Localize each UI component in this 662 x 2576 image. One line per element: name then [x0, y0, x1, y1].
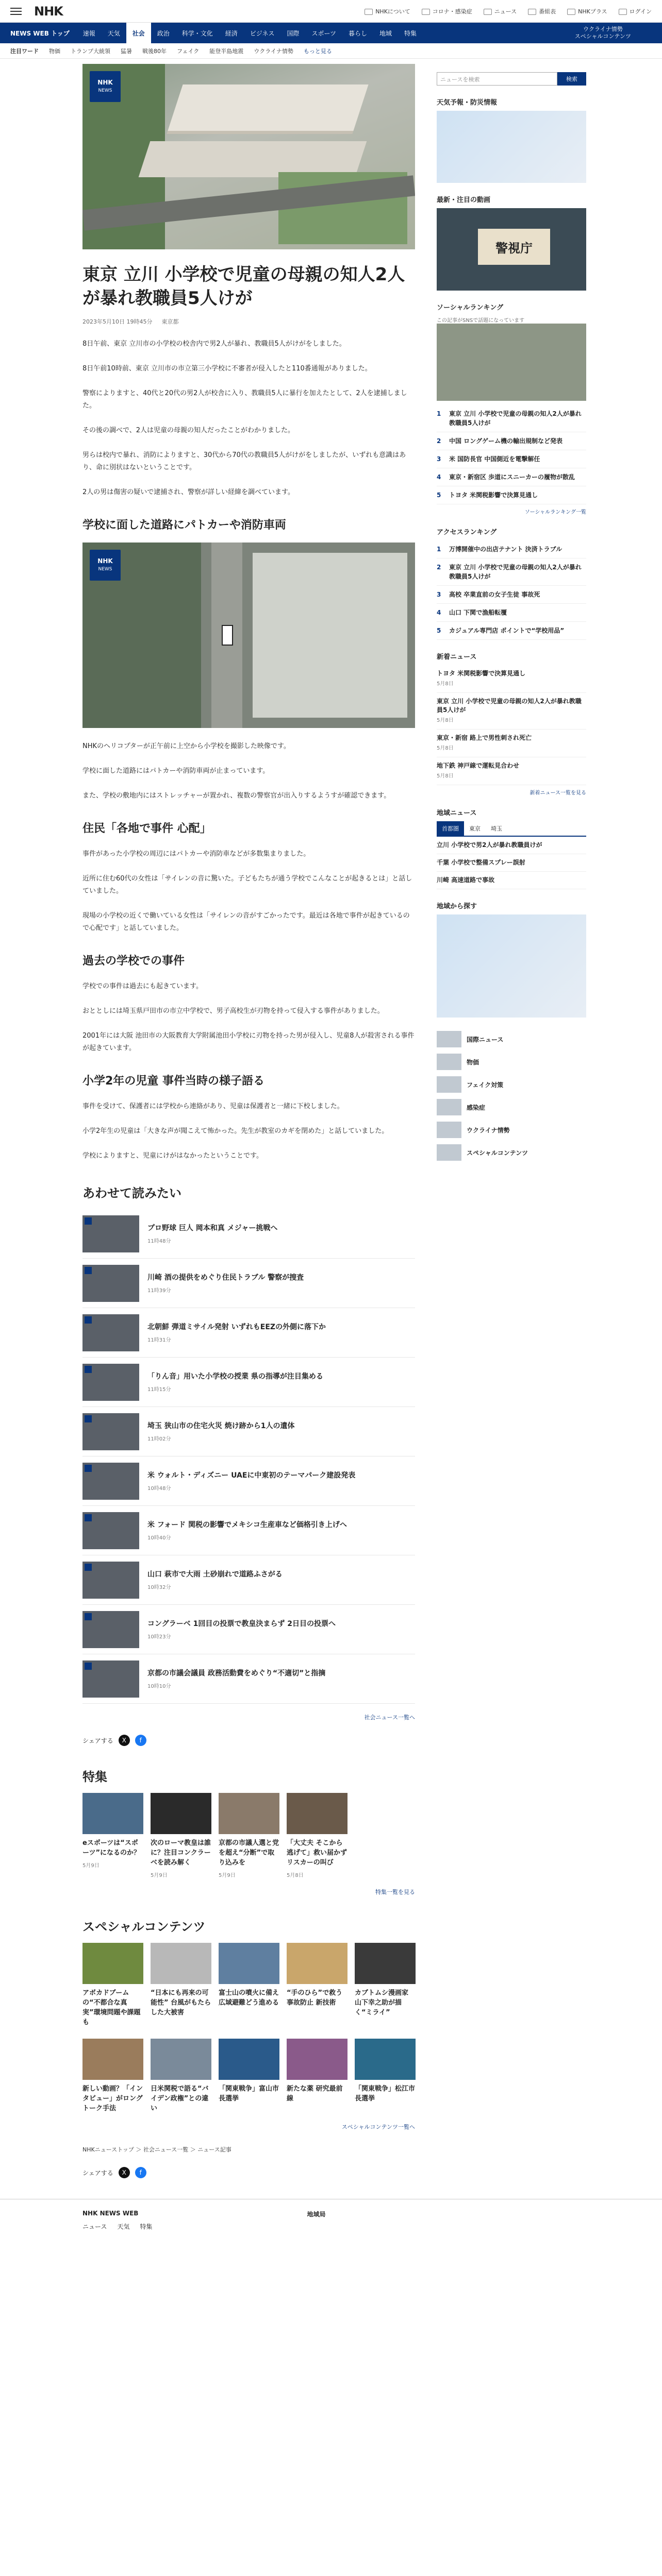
- article-paragraph: 2人の男は傷害の疑いで逮捕され、警察が詳しい経緯を調べています。: [82, 488, 295, 496]
- article-paragraph: 8日午前10時前、東京 立川市の市立第三小学校に不審者が侵入したと110番通報がありました。: [82, 365, 372, 372]
- ranking-item[interactable]: 1 東京 立川 小学校で児童の母親の知人2人が暴れ教職員5人けが: [437, 405, 586, 432]
- related-thumb: [82, 1463, 139, 1500]
- region-tabs: [437, 821, 586, 837]
- related-headline[interactable]: 「りん音」用いた小学校の授業 県の指導が注目集める: [147, 1372, 323, 1381]
- related-item[interactable]: [82, 1259, 415, 1308]
- related-date: 10時10分: [147, 1684, 171, 1689]
- article-paragraph: 警察によりますと、40代と20代の男2人が校舎に入り、教職員5人に暴行を加えたとして、2人を逮捕しました。: [82, 389, 407, 410]
- feature-card[interactable]: [151, 1793, 211, 1878]
- top-link[interactable]: NHKプラス: [567, 7, 607, 15]
- access-item[interactable]: 2 東京 立川 小学校で児童の母親の知人2人が暴れ教職員5人けが: [437, 558, 586, 586]
- featured-video[interactable]: [437, 208, 586, 291]
- region-map-title: 地域から探す: [437, 903, 477, 910]
- related-date: 10時32分: [147, 1585, 171, 1590]
- related-headline[interactable]: 京都の市議会議員 政務活動費をめぐり“不適切”と指摘: [147, 1669, 326, 1677]
- special-links: [437, 1028, 586, 1164]
- special-thumb: [287, 1943, 347, 1984]
- trending-word[interactable]: 物価: [49, 47, 60, 55]
- region-news-item[interactable]: 立川 小学校で男2人が暴れ教職員けが: [437, 837, 586, 854]
- top-link[interactable]: コロナ・感染症: [422, 7, 472, 15]
- nav-item[interactable]: 政治: [157, 29, 170, 37]
- section-heading: 学校に面した道路にパトカーや消防車両: [82, 519, 286, 532]
- special-link-thumb: [437, 1076, 461, 1093]
- special-card-title[interactable]: 「関東戦争」松江市長選挙: [355, 2085, 416, 2103]
- special-card-title[interactable]: 富士山の噴火に備え広域避難どう進める: [219, 1989, 279, 2007]
- nav-item[interactable]: 国際: [287, 29, 300, 37]
- features-title: 特集: [82, 1770, 107, 1784]
- nav-item[interactable]: スポーツ: [311, 29, 336, 37]
- special-card-title[interactable]: カブトムシ漫画家 山下幸之助が描く“ミライ”: [355, 1989, 409, 2016]
- aerial-image[interactable]: [82, 543, 415, 728]
- feature-thumb: [219, 1793, 279, 1834]
- special-link-thumb: [437, 1144, 461, 1161]
- new-news-item[interactable]: 東京・新宿 路上で男性刺され死亡 5月8日: [437, 730, 586, 757]
- facebook-share-icon[interactable]: f: [135, 2167, 146, 2178]
- special-thumb: [82, 1943, 143, 1984]
- top-links: [365, 7, 652, 15]
- related-headline[interactable]: 北朝鮮 弾道ミサイル発射 いずれもEEZの外側に落下か: [147, 1323, 326, 1331]
- related-thumb: [82, 1413, 139, 1450]
- special-link[interactable]: 物価: [437, 1050, 586, 1073]
- nav-item-active[interactable]: 社会: [126, 23, 151, 43]
- nhk-news-logo: NHK NEWS: [90, 71, 121, 102]
- article-paragraph: 学校での事件は過去にも起きています。: [82, 982, 203, 990]
- new-news-item[interactable]: 東京 立川 小学校で児童の母親の知人2人が暴れ教職員5人けが 5月8日: [437, 693, 586, 730]
- related-date: 11時15分: [147, 1387, 171, 1393]
- related-headline[interactable]: 山口 萩市で大雨 土砂崩れで道路ふさがる: [147, 1570, 283, 1579]
- special-thumb: [219, 1943, 279, 1984]
- special-card[interactable]: [355, 2039, 416, 2113]
- related-headline[interactable]: プロ野球 巨人 岡本和真 メジャー挑戦へ: [147, 1224, 278, 1232]
- region-tab[interactable]: 東京: [469, 825, 481, 832]
- special-card[interactable]: [219, 1943, 279, 2027]
- related-item[interactable]: [82, 1358, 415, 1407]
- image-caption: NHKのヘリコプターが正午前に上空から小学校を撮影した映像です。: [82, 742, 290, 750]
- special-thumb: [151, 2039, 211, 2080]
- related-item[interactable]: [82, 1605, 415, 1654]
- feature-date: 5月9日: [219, 1873, 236, 1878]
- article-hero-image[interactable]: [82, 64, 415, 249]
- share-bar-bottom: [82, 2167, 415, 2178]
- ranking-image[interactable]: [437, 324, 586, 401]
- region-map[interactable]: [437, 914, 586, 1018]
- special-link[interactable]: スペシャルコンテンツ: [437, 1141, 586, 1164]
- special-link-thumb: [437, 1054, 461, 1070]
- nav-item[interactable]: 特集: [404, 29, 417, 37]
- related-headline[interactable]: 米 フォード 関税の影響でメキシコ生産車など価格引き上げへ: [147, 1521, 347, 1529]
- related-date: 11時48分: [147, 1239, 171, 1244]
- footer-link[interactable]: 天気: [117, 2223, 130, 2230]
- special-more-link[interactable]: スペシャルコンテンツ一覧へ: [341, 2124, 415, 2130]
- access-item[interactable]: 3 高校 卒業直前の女子生徒 事故死: [437, 586, 586, 604]
- special-card[interactable]: [355, 1943, 416, 2027]
- special-link[interactable]: 国際ニュース: [437, 1028, 586, 1050]
- article-paragraph: また、学校の敷地内にはストレッチャーが置かれ、複数の警察官が出入りするようすが確認できます。: [82, 792, 391, 800]
- login-link[interactable]: ログイン: [619, 7, 652, 15]
- feature-title[interactable]: eスポーツは“スポーツ”になるのか？: [82, 1839, 141, 1857]
- special-thumb: [151, 1943, 211, 1984]
- trending-words: [0, 43, 662, 59]
- related-thumb: [82, 1512, 139, 1549]
- footer-region-title: 地域局: [307, 2211, 326, 2218]
- related-headline[interactable]: 米 ウォルト・ディズニー UAEに中東初のテーマパーク建設発表: [147, 1471, 356, 1480]
- search-form: [437, 72, 586, 86]
- feature-thumb: [82, 1793, 143, 1834]
- related-item[interactable]: [82, 1407, 415, 1456]
- ranking-title: ソーシャルランキング: [437, 304, 504, 312]
- article-paragraph: おととしには埼玉県戸田市の市立中学校で、男子高校生が刃物を持って侵入する事件がありました。: [82, 1007, 384, 1015]
- share-label: シェアする: [82, 2169, 113, 2177]
- trending-more-link[interactable]: もっと見る: [303, 47, 332, 55]
- feature-title[interactable]: 「大丈夫 そこから逃げて」救い届かずリスカーの叫び: [287, 1839, 347, 1867]
- features-more-link[interactable]: 特集一覧を見る: [375, 1889, 415, 1895]
- related-item[interactable]: [82, 1654, 415, 1704]
- related-list: [82, 1209, 415, 1704]
- ranking-item[interactable]: 5 トヨタ 米関税影響で決算見通し: [437, 486, 586, 504]
- special-grid: [82, 1943, 415, 2113]
- article-title: 東京 立川 小学校で児童の母親の知人2人が暴れ教職員5人けが: [82, 264, 405, 309]
- related-date: 11時02分: [147, 1436, 171, 1442]
- special-title: スペシャルコンテンツ: [82, 1920, 206, 1934]
- new-news-more-link[interactable]: 新着ニュース一覧を見る: [529, 790, 586, 796]
- article-category[interactable]: 東京都: [161, 318, 179, 325]
- related-item[interactable]: [82, 1506, 415, 1555]
- related-thumb: [82, 1215, 139, 1252]
- article-paragraph: 学校によりますと、児童にけがはなかったということです。: [82, 1152, 263, 1160]
- article-meta: [82, 317, 415, 326]
- footer: [0, 2199, 662, 2231]
- article-paragraph: 近所に住む60代の女性は「サイレンの音に驚いた。子どもたちが通う学校でこんなことが起きるとは」と話していました。: [82, 875, 412, 895]
- region-news-list: [437, 837, 586, 889]
- footer-link[interactable]: 特集: [140, 2223, 153, 2230]
- related-date: 10時40分: [147, 1535, 171, 1541]
- sidebar: [437, 59, 586, 2178]
- ranking-item[interactable]: 3 米 国防長官 中国側近を電撃解任: [437, 450, 586, 468]
- main-nav: [0, 23, 662, 43]
- region-tab[interactable]: 埼玉: [491, 825, 502, 832]
- special-thumb: [287, 2039, 347, 2080]
- special-link-thumb: [437, 1099, 461, 1115]
- related-thumb: [82, 1562, 139, 1599]
- nhk-news-logo: NHK NEWS: [90, 550, 121, 581]
- nav-item[interactable]: ビジネス: [250, 29, 275, 37]
- ranking-item[interactable]: 4 東京・新宿区 歩道にスニーカーの履物が散乱: [437, 468, 586, 486]
- share-label: シェアする: [82, 1737, 113, 1744]
- trending-word[interactable]: トランプ大統領: [71, 47, 110, 55]
- special-thumb: [355, 1943, 416, 1984]
- facebook-share-icon[interactable]: f: [135, 1735, 146, 1746]
- trending-word[interactable]: 戦後80年: [142, 47, 167, 55]
- related-item[interactable]: [82, 1308, 415, 1358]
- trending-word[interactable]: ウクライナ情勢: [254, 47, 293, 55]
- video-title: 最新・注目の動画: [437, 196, 491, 204]
- related-headline[interactable]: コングラーベ 1回目の投票で教皇決まらず 2日目の投票へ: [147, 1620, 336, 1628]
- nav-item[interactable]: 科学・文化: [181, 29, 213, 37]
- access-ranking-title: アクセスランキング: [437, 529, 497, 536]
- special-card-title[interactable]: “日本にも再来の可能性” 台風がもたらした大被害: [151, 1989, 211, 2016]
- feature-card[interactable]: [219, 1793, 279, 1878]
- related-thumb: [82, 1611, 139, 1648]
- menu-icon[interactable]: [10, 8, 22, 15]
- special-card-title[interactable]: 「関東戦争」富山市長選挙: [219, 2085, 279, 2103]
- share-bar: [82, 1735, 415, 1746]
- nhk-logo[interactable]: NHK: [34, 4, 63, 19]
- feature-card[interactable]: [287, 1793, 347, 1878]
- article-paragraph: その後の調べで、2人は児童の母親の知人だったことがわかりました。: [82, 427, 295, 434]
- article-paragraph: 現場の小学校の近くで働いている女性は「サイレンの音がすごかったです。最近は各地で事件が起きているので心配です」と話していました。: [82, 912, 410, 932]
- special-thumb: [219, 2039, 279, 2080]
- features-list: [82, 1793, 415, 1878]
- region-tab[interactable]: 首都圏: [437, 821, 464, 836]
- search-input[interactable]: ニュースを検索: [437, 72, 557, 86]
- special-thumb: [82, 2039, 143, 2080]
- special-link-thumb: [437, 1031, 461, 1047]
- special-thumb: [355, 2039, 416, 2080]
- trending-label: 注目ワード: [10, 47, 39, 55]
- trending-word[interactable]: フェイク: [177, 47, 200, 55]
- special-card-title[interactable]: 日米関税で語る“バイデン政権”との違い: [151, 2085, 209, 2112]
- related-item[interactable]: [82, 1456, 415, 1506]
- nav-brand[interactable]: NEWS WEB トップ: [10, 29, 70, 37]
- related-title: あわせて読みたい: [82, 1186, 181, 1200]
- weather-title[interactable]: 天気予報・防災情報: [437, 99, 498, 107]
- access-item[interactable]: 1 万博開催中の出店テナント 決済トラブル: [437, 540, 586, 558]
- nav-item[interactable]: 地域: [379, 29, 392, 37]
- feature-thumb: [287, 1793, 347, 1834]
- related-headline[interactable]: 埼玉 狭山市の住宅火災 焼け跡から1人の遺体: [147, 1422, 295, 1430]
- section-heading: 小学2年の児童 事件当時の様子語る: [82, 1075, 264, 1088]
- related-more-link[interactable]: 社会ニュース一覧へ: [364, 1714, 415, 1721]
- nav-item[interactable]: 速報: [82, 29, 95, 37]
- new-news-title: 新着ニュース: [437, 653, 477, 661]
- special-card[interactable]: [151, 1943, 211, 2027]
- special-card-title[interactable]: 新しい動画？「インタビュー」がロングトーク手法: [82, 2085, 143, 2112]
- trending-word[interactable]: 猛暑: [121, 47, 132, 55]
- related-date: 10時48分: [147, 1486, 171, 1492]
- special-card[interactable]: [219, 2039, 279, 2113]
- related-thumb: [82, 1265, 139, 1302]
- related-date: 10時23分: [147, 1634, 171, 1640]
- related-date: 11時39分: [147, 1288, 171, 1294]
- related-thumb: [82, 1364, 139, 1401]
- top-bar: [0, 0, 662, 23]
- feature-title[interactable]: 京都の市議人選と党を超え“分断”で取り込みを: [219, 1839, 279, 1867]
- access-item[interactable]: 5 カジュアル専門店 ポイントで“学校用品”: [437, 622, 586, 640]
- new-news-item[interactable]: 地下鉄 神戸線で運転見合わせ 5月8日: [437, 757, 586, 785]
- ranking-note: この記事がSNSで話題になっています: [437, 318, 525, 324]
- related-item[interactable]: [82, 1209, 415, 1259]
- weather-map[interactable]: [437, 111, 586, 183]
- new-news-item[interactable]: トヨタ 米関税影響で決算見通し 5月8日: [437, 665, 586, 693]
- special-card-title[interactable]: アボカドブームの“不都合な真実”環境問題や課題も: [82, 1989, 141, 2026]
- related-thumb: [82, 1314, 139, 1351]
- feature-date: 5月9日: [82, 1863, 100, 1869]
- feature-title[interactable]: 次のローマ教皇は誰に？注目コンクラーベを読み解く: [151, 1839, 211, 1867]
- top-link[interactable]: ニュース: [484, 7, 517, 15]
- ranking-item[interactable]: 2 中国 ロングゲーム機の輸出規制など発表: [437, 432, 586, 450]
- special-card-title[interactable]: “手のひら”で救う 事故防止 新技術: [287, 1989, 343, 2007]
- article-paragraph: 事件を受けて、保護者には学校から連絡があり、児童は保護者と一緒に下校しました。: [82, 1103, 344, 1110]
- feature-card[interactable]: [82, 1793, 143, 1878]
- article-body: [82, 338, 415, 1162]
- related-item[interactable]: [82, 1555, 415, 1605]
- special-link[interactable]: 感染症: [437, 1096, 586, 1118]
- video-sign: 警視庁: [478, 229, 550, 265]
- special-link-thumb: [437, 1122, 461, 1138]
- special-card[interactable]: [151, 2039, 211, 2113]
- access-item[interactable]: 4 山口 下関で漁船転覆: [437, 604, 586, 622]
- special-link[interactable]: ウクライナ情勢: [437, 1118, 586, 1141]
- region-news-item[interactable]: 千葉 小学校で整備スプレー誤射: [437, 854, 586, 872]
- special-card-title[interactable]: 新たな薬 研究最前線: [287, 2085, 343, 2103]
- nav-item[interactable]: 経済: [225, 29, 238, 37]
- section-heading: 住民「各地で事件 心配」: [82, 822, 211, 835]
- region-news-item[interactable]: 川崎 高速道路で事故: [437, 872, 586, 889]
- article-paragraph: 学校に面した道路にはパトカーや消防車両が止まっています。: [82, 767, 270, 775]
- footer-link[interactable]: ニュース: [82, 2223, 107, 2230]
- search-button[interactable]: 検索: [557, 72, 586, 86]
- special-link[interactable]: フェイク対策: [437, 1073, 586, 1096]
- article-paragraph: 8日午前、東京 立川市の小学校の校舎内で男2人が暴れ、教職員5人がけがをしました。: [82, 340, 346, 348]
- x-share-icon[interactable]: X: [119, 1735, 130, 1746]
- article-paragraph: 小学2年生の児童は「大きな声が聞こえて怖かった。先生が教室のカギを閉めた」と話していました。: [82, 1127, 389, 1135]
- article-paragraph: 男らは校内で暴れ、消防によりますと、30代から70代の教職員5人がけがをしましたが、いずれも意識はあり、命に別状はないということです。: [82, 451, 406, 471]
- top-link[interactable]: 番組表: [528, 7, 556, 15]
- article-paragraph: 2001年には大阪 池田市の大阪教育大学附属池田小学校に刃物を持った男が侵入し、児童8人が殺害される事件が起きています。: [82, 1032, 415, 1052]
- special-card[interactable]: [287, 2039, 347, 2113]
- special-card[interactable]: [287, 1943, 347, 2027]
- top-link[interactable]: NHKについて: [365, 7, 410, 15]
- feature-date: 5月8日: [287, 1873, 304, 1878]
- related-date: 11時31分: [147, 1337, 171, 1343]
- article-main: [82, 59, 415, 2178]
- region-title: 地域ニュース: [437, 809, 477, 817]
- article-date: 2023年5月10日 19時45分: [82, 318, 153, 325]
- section-heading: 過去の学校での事件: [82, 955, 185, 968]
- special-card[interactable]: [82, 1943, 143, 2027]
- feature-thumb: [151, 1793, 211, 1834]
- footer-brand[interactable]: NHK NEWS WEB: [82, 2210, 139, 2217]
- special-card[interactable]: [82, 2039, 143, 2113]
- feature-date: 5月9日: [151, 1873, 168, 1878]
- special-contents-link[interactable]: ウクライナ情勢 スペシャルコンテンツ: [574, 26, 631, 40]
- ranking-more-link[interactable]: ソーシャルランキング一覧: [524, 510, 586, 515]
- related-thumb: [82, 1660, 139, 1698]
- nav-item[interactable]: 天気: [107, 29, 120, 37]
- nav-item[interactable]: 暮らし: [348, 29, 367, 37]
- new-news-list: [437, 665, 586, 785]
- x-share-icon[interactable]: X: [119, 2167, 130, 2178]
- article-paragraph: 事件があった小学校の周辺にはパトカーや消防車などが多数集まりました。: [82, 850, 310, 858]
- related-headline[interactable]: 川崎 酒の提供をめぐり住民トラブル 警察が捜査: [147, 1274, 304, 1282]
- trending-word[interactable]: 能登半島地震: [209, 47, 244, 55]
- breadcrumb[interactable]: NHKニューストップ ＞ 社会ニュース一覧 ＞ ニュース記事: [82, 2146, 231, 2153]
